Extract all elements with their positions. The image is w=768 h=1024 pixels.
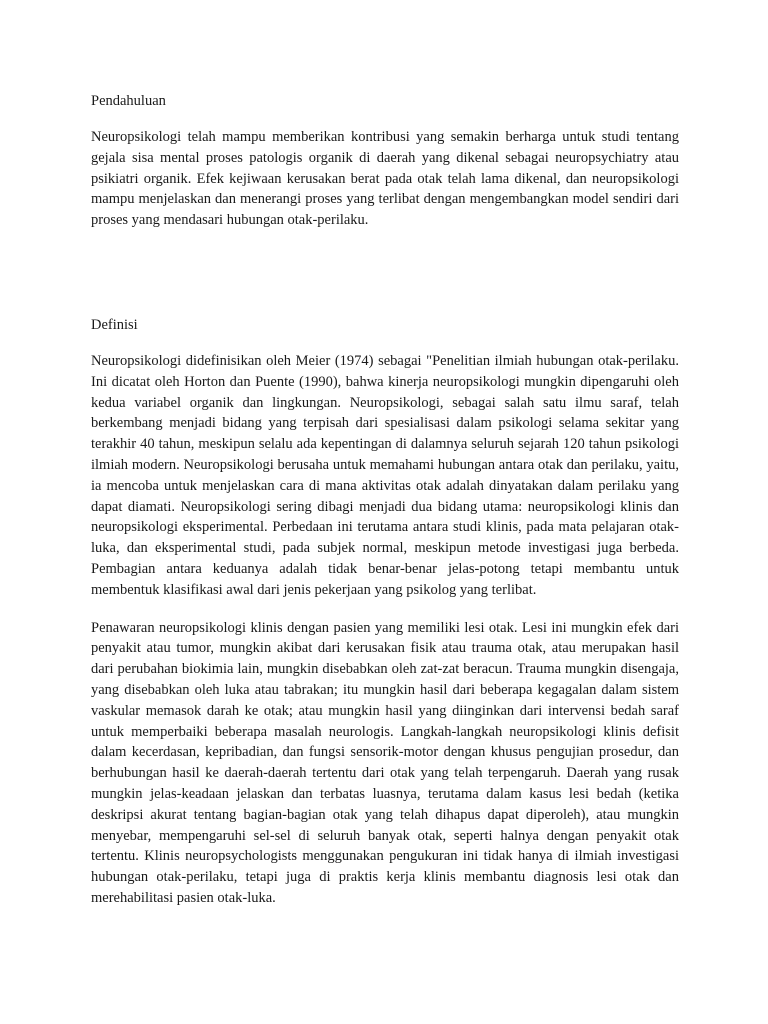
- paragraph: Penawaran neuropsikologi klinis dengan pasien yang memiliki lesi otak. Lesi ini mungkin efek dari penyakit atau tumor, mungkin akibat dari kerusakan fisik atau trauma otak, atau merupakan hasil dari perubahan biokimia lain, mungkin disebabkan oleh zat-zat beracun. Trauma mungkin disengaja, yang disebabkan oleh luka atau tabrakan; itu mungkin hasil dari beberapa kegagalan dalam sistem vaskular memasok darah ke otak; atau mungkin hasil yang diinginkan dari intervensi bedah saraf untuk memperbaiki beberapa masalah neurologis. Langkah-langkah neuropsikologi klinis defisit dalam kecerdasan, kepribadian, dan fungsi sensorik-motor dengan khusus pengujian prosedur, dan berhubungan hasil ke daerah-daerah tertentu dari otak yang telah terpengaruh. Daerah yang rusak mungkin jelas-keadaan jelaskan dan terbatas luasnya, terutama dalam kasus lesi bedah (ketika deskripsi akurat tentang bagian-bagian otak yang telah dihapus dapat diperoleh), atau mungkin menyebar, mempengaruhi sel-sel di seluruh banyak otak, seperti halnya dengan penyakit otak tertentu. Klinis neuropsychologists menggunakan pengukuran ini tidak hanya di ilmiah investigasi hubungan otak-perilaku, tetapi juga di praktis kerja klinis membantu diagnosis lesi otak dan merehabilitasi pasien otak-luka.: [91, 619, 679, 906]
- section-definition: [91, 315, 679, 909]
- section-introduction: [91, 91, 679, 231]
- paragraph: Neuropsikologi telah mampu memberikan kontribusi yang semakin berharga untuk studi tentang gejala sisa mental proses patologis organik di daerah yang dikenal sebagai neuropsychiatry atau psikiatri organik. Efek kejiwaan kerusakan berat pada otak telah lama dikenal, dan neuropsikologi mampu menjelaskan dan menerangi proses yang terlibat dengan mengembangkan model sendiri dari proses yang mendasari hubungan otak-perilaku.: [91, 129, 679, 229]
- section-heading: Definisi: [91, 316, 138, 333]
- section-heading: Pendahuluan: [91, 93, 166, 109]
- document-page: [91, 91, 679, 909]
- paragraph: Neuropsikologi didefinisikan oleh Meier (1974) sebagai "Penelitian ilmiah hubungan otak-perilaku. Ini dicatat oleh Horton dan Puente (1990), bahwa kinerja neuropsikologi mungkin dipengaruhi oleh kedua variabel organik dan lingkungan. Neuropsikologi, sebagai salah satu ilmu saraf, telah berkembang menjadi bidang yang terpisah dari spesialisasi dalam psikologi selama sekitar yang terakhir 40 tahun, meskipun selalu ada kepentingan di dalamnya seluruh sejarah 120 tahun psikologi ilmiah modern. Neuropsikologi berusaha untuk memahami hubungan antara otak dan perilaku, yaitu, ia mencoba untuk menjelaskan cara di mana aktivitas otak adalah dinyatakan dalam perilaku yang dapat diamati. Neuropsikologi sering dibagi menjadi dua bidang utama: neuropsikologi klinis dan neuropsikologi eksperimental. Perbedaan ini terutama antara studi klinis, pada mata pelajaran otak-luka, dan eksperimental studi, pada subjek normal, meskipun metode investigasi juga berbeda. Pembagian antara keduanya adalah tidak benar-benar jelas-potong tetapi membantu untuk membentuk klasifikasi awal dari jenis pekerjaan yang psikolog yang terlibat.: [91, 352, 679, 598]
